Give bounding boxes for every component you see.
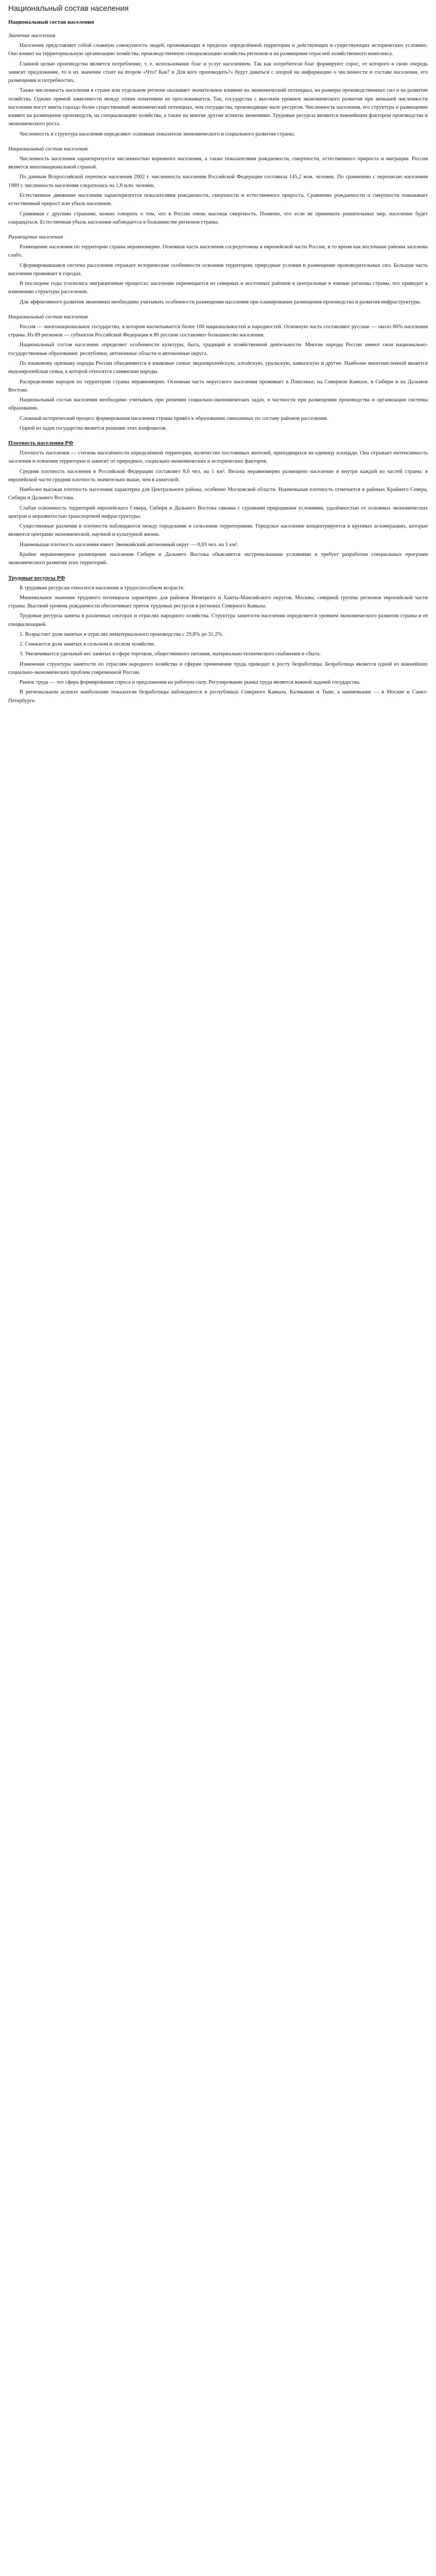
paragraph: Численность и структура населения определяют основные показатели экономического и социального развития страны. — [20, 131, 295, 137]
section — [8, 440, 428, 567]
paragraph: Слабая освоенность территорий европейского Севера, Сибири и Дальнего Востока связана с суровыми природными условиями, удалённостью от основных экономических центров и неразвитостью транспортной инфраструктуры. — [8, 505, 428, 519]
paragraph: К трудовым ресурсам относится население в трудоспособном возрасте. — [20, 585, 185, 591]
paragraph: Изменение структуры занятости по отраслям народного хозяйства и сферам применения труда приводит к росту безработицы. Безработица является одной из важнейших социально-экономических проблем современной России. — [8, 661, 428, 675]
paragraph: Размещение населения по территории страны неравномерно. Основная часть населения сосредоточена в европейской части России, в то время как восточные районы заселены слабо. — [8, 244, 428, 259]
paragraph: Наименьшая плотность населения имеет Эвенкийский автономный округ — 0,03 чел. на 1 км². — [20, 541, 239, 548]
paragraph: Естественное движение населения характеризуется показателями рождаемости, смертности и естественного прироста. Сравнение рождаемости и смертности показывает естественный прирост или убыль населения. — [8, 192, 428, 207]
section-heading: Национальный состав населения — [8, 313, 88, 320]
section-heading: Плотность населения РФ — [8, 440, 74, 447]
paragraph: По языковому признаку народы России объединяются в языковые семьи: индоевропейскую, алтайскую, уральскую, кавказскую и другие. Наиболее многочисленной является индоевропейская семья, к которой относятся славянские народы. — [8, 360, 428, 375]
paragraph: Рынок труда — это сфера формирования спроса и предложения на рабочую силу. Регулирование рынка труда является важной задачей государства. — [20, 680, 361, 686]
paragraph: Крайне неравномерное размещение населения Сибири и Дальнего Востока объясняется экстремальными условиями и требует разработки специальных программ экономического развития этих территорий. — [8, 552, 428, 566]
paragraph: Для эффективного развития экономики необходимо учитывать особенности размещения населения при планировании размещения производства и развития инфраструктуры. — [20, 299, 421, 305]
paragraph: 1. Возрастает доля занятых в отраслях нематериального производства с 29,8% до 31,2%. — [20, 631, 223, 637]
paragraph: По данным Всероссийской переписи населения 2002 г. численность населения Российской Федерации составила 145,2 млн. человек. По сравнению с переписью населения 1989 г. численность населения сократилась на 1,8 млн. человек. — [8, 174, 428, 189]
paragraph: Россия — многонациональное государство, в котором насчитывается более 100 национальностей и народностей. Основную часть составляют русские — около 80% населения страны. Из 89 регионов — субъектов Российской Федерации в 80 русские составляют большинство населения. — [8, 324, 428, 338]
section — [8, 146, 428, 227]
paragraph: Население представляет собой сложную совокупность людей, проживающих в пределах определённой территории и действующих в существующих исторических условиях. Оно влияет на территориальную организацию хозяйства, производственную специализацию хозяйства регионов и на размещение отраслей хозяйственного комплекса. — [8, 43, 428, 57]
document-page — [0, 0, 436, 717]
paragraph: Сравнивая с другими странами, можно говорить о том, что в России очень высокая смертность. Понятно, что если не принимать решительных мер, население будет сокращаться. Естественная убыль населения наблюдается в большинстве регионов страны. — [8, 211, 428, 225]
section-heading: Значение населения — [8, 32, 56, 39]
document-subtitle: Национальный состав населения — [8, 19, 94, 25]
paragraph: Национальный состав населения необходимо учитывать при решении социально-экономических задач, в частности при размещении производства и организации системы образования. — [8, 397, 428, 412]
paragraph: Сложный исторический процесс формирования населения страны привёл к образованию смешанных по составу районов расселения. — [20, 415, 328, 421]
paragraph: Сформировавшаяся система расселения отражает исторические особенности освоения территории, природные условия и размещение производительных сил. Большая часть населения проживает в городах. — [8, 262, 428, 277]
paragraph: В региональном аспекте наибольшие показатели безработицы наблюдаются в республиках Северного Кавказа, Калмыкии и Тыве, а наименьшие — в Москве и Санкт-Петербурге. — [8, 689, 428, 704]
section-heading: Трудовые ресурсы РФ — [8, 574, 65, 581]
section — [8, 314, 428, 433]
paragraph: Существенные различия в плотности наблюдаются между городскими и сельскими территориями. Городское население концентрируется в крупных агломерациях, которые являются центрами экономической, научной и культурной жизни. — [8, 523, 428, 538]
section — [8, 575, 428, 705]
paragraph: Средняя плотность населения в Российской Федерации составляет 8,6 чел. на 1 км². Весьма неравномерно размещено население и внутри каждой из частей страны: в европейской части средняя плотность значительно выше, чем в азиатской. — [8, 468, 428, 483]
paragraph: Плотность населения — степень населённости определённой территории, количество постоянных жителей, приходящихся на единицу площади. Она отражает интенсивность заселения и освоения территории и зависит от природных, социально-экономических и исторических факторов. — [8, 450, 428, 465]
paragraph: Трудовые ресурсы заняты в различных секторах и отраслях народного хозяйства. Структура занятости населения определяется уровнем экономического развития страны и её специализацией. — [8, 613, 428, 628]
section — [8, 32, 428, 139]
paragraph: Также численность населения в стране или отдельном регионе оказывает значительное влияние на экономический потенциал, на размеры производственных сил и на развитие хозяйства. Однако прямой зависимости между этими понятиями не прослеживается. Так, государства с высоким уровнем экономического развития при меньшей численности населения могут иметь гораздо более существенный экономический потенциал, чем государства, производящие мало ресурсов. Численность населения, его структура и размещение влияют на размещение производств, на специализацию хозяйства, а также на многие другие аспекты экономики. Трудовые ресурсы являются важнейшим фактором производства и экономического роста. — [8, 88, 428, 127]
page-title: Национальный состав населения — [8, 4, 129, 13]
paragraph: 2. Снижается доля занятых в сельском и лесном хозяйстве. — [20, 641, 155, 648]
section-heading: Размещение населения — [8, 234, 63, 241]
section — [8, 234, 428, 307]
paragraph: Наиболее высокая плотность населения характерна для Центрального района, особенно Московской области. Наименьшая плотность отмечается в районах Крайнего Севера, Сибири и Дальнего Востока. — [8, 487, 428, 501]
paragraph: Главной целью производства является потребление, т. е. использование благ и услуг населением. Так как потребители благ формируют спрос, от которого в свою очередь зависит предложение, то и их значение стоит на втором «Что? Как? и Для кого производить?» будут даваться с опорой на информацию о численности и составе населения, его размещении и потребностях. — [8, 61, 428, 84]
paragraph: Одной из задач государства является решение этих конфликтов. — [20, 425, 167, 431]
paragraph: Минимальное значение трудового потенциала характерно для районов Ненецкого и Ханты-Мансийского округов, Москвы, северной группы регионов европейской части страны. Высокий уровень рождаемости обеспечивает приток трудовых ресурсов в регионах Северного Кавказа. — [8, 595, 428, 609]
paragraph: Национальный состав населения определяет особенности культуры, быта, традиций и хозяйственной деятельности. Многие народы России имеют свои национально-государственные образования: республики, автономные области и автономные округа. — [8, 342, 428, 357]
paragraph: 3. Увеличивается удельный вес занятых в сфере торговли, общественного питания, материально-технического снабжения и сбыта. — [20, 651, 321, 657]
paragraph: В последние годы усилились миграционные процессы: население перемещается из северных и восточных районов в центральные и южные регионы страны, что приводит к изменению структуры расселения. — [8, 281, 428, 295]
sections-container — [8, 32, 428, 705]
section-heading: Национальный состав населения — [8, 145, 88, 152]
paragraph: Численность населения характеризуется численностью коренного населения, а также показателями рождаемости, смертности, естественного прироста и миграции. Россия является многонациональной страной. — [8, 156, 428, 171]
paragraph: Распределение народов по территории страны неравномерно. Основная часть нерусского населения проживает в Поволжье, на Северном Кавказе, в Сибири и на Дальнем Востоке. — [8, 379, 428, 393]
